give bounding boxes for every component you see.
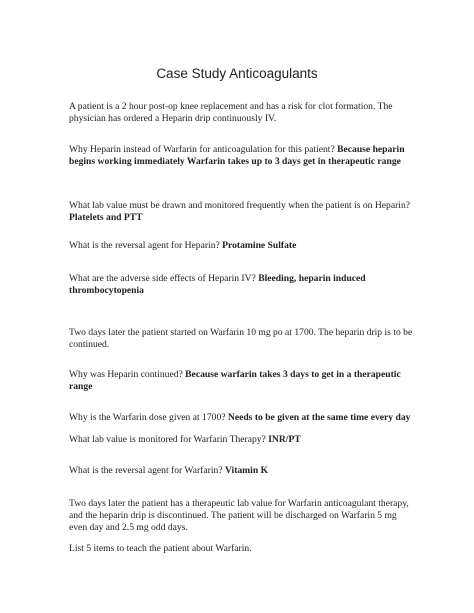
question-text: What is the reversal agent for Warfarin? [69, 465, 225, 476]
question-reversal-heparin [69, 240, 409, 252]
question-text: What lab value is monitored for Warfarin Therapy? [69, 434, 269, 445]
scenario-line: Two days later the patient started on Warfarin 10 mg po at 1700. The heparin drip is to be [69, 327, 413, 338]
answer-text: range [69, 381, 93, 392]
document-title: Case Study Anticoagulants [156, 66, 318, 81]
answer-text: Because warfarin takes 3 days to get in a therapeutic [185, 369, 401, 380]
question-text: Why was Heparin continued? [69, 369, 186, 380]
intro-line: physician has ordered a Heparin drip continuously IV. [69, 113, 277, 124]
question-text: Why is the Warfarin dose given at 1700? [69, 412, 228, 423]
question-text: What is the reversal agent for Heparin? [69, 240, 223, 251]
question-text: Why Heparin instead of Warfarin for anticoagulation for this patient? [69, 144, 338, 155]
question-warfarin-time [69, 412, 409, 424]
answer-text: Protamine Sulfate [222, 240, 297, 251]
answer-text: thrombocytopenia [69, 285, 144, 296]
answer-text: begins working immediately Warfarin takes up to 3 days get in therapeutic range [69, 156, 401, 167]
final-prompt [69, 543, 409, 555]
scenario-line: Two days later the patient has a therapeutic lab value for Warfarin anticoagulant therapy, [69, 498, 409, 509]
answer-text: Vitamin K [224, 465, 269, 476]
intro-paragraph [69, 101, 409, 125]
intro-line: A patient is a 2 hour post-op knee replacement and has a risk for clot formation. The [69, 101, 393, 112]
scenario-line: even day and 2.5 mg odd days. [69, 522, 188, 533]
question-text: What lab value must be drawn and monitored frequently when the patient is on Heparin? [69, 200, 411, 211]
question-reversal-warfarin [69, 465, 409, 477]
final-prompt-text: List 5 items to teach the patient about Warfarin. [69, 543, 252, 554]
scenario-line: and the heparin drip is discontinued. The patient will be discharged on Warfarin 5 mg [69, 510, 397, 521]
scenario-warfarin-start [69, 327, 413, 351]
question-lab-value-warfarin [69, 434, 409, 446]
question-heparin-vs-warfarin [69, 144, 409, 168]
question-text: What are the adverse side effects of Heparin IV? [69, 273, 259, 284]
scenario-line: continued. [69, 339, 110, 350]
question-adverse-effects [69, 273, 409, 297]
question-heparin-continued [69, 369, 409, 393]
question-lab-value-heparin [69, 200, 409, 224]
answer-text: Needs to be given at the same time every day [227, 412, 411, 423]
scenario-discharge [69, 498, 409, 534]
answer-text: Because heparin [337, 144, 405, 155]
answer-text: INR/PT [268, 434, 301, 445]
answer-text: Bleeding, heparin induced [258, 273, 366, 284]
answer-text: Platelets and PTT [69, 212, 143, 223]
